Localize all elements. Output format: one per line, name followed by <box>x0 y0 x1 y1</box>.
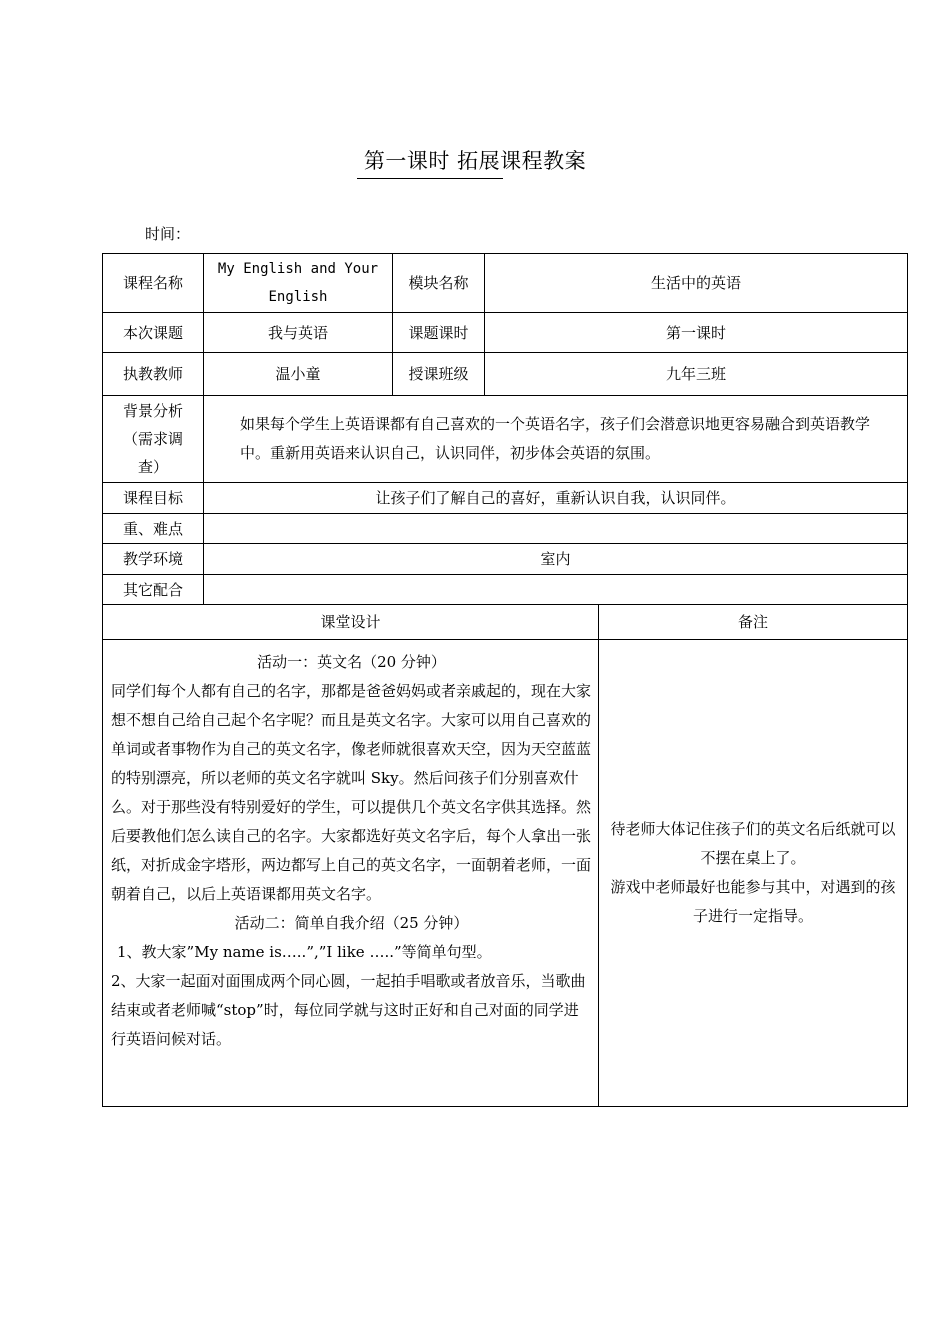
table-row <box>103 514 908 544</box>
title-underline <box>357 178 503 179</box>
keypoints-value <box>204 514 908 544</box>
table-row <box>103 483 908 514</box>
table-row <box>103 544 908 575</box>
lesson-plan-table <box>102 253 908 1107</box>
environment-value: 室内 <box>204 544 908 575</box>
table-row <box>103 640 908 1107</box>
goal-value: 让孩子们了解自己的喜好，重新认识自我，认识同伴。 <box>204 483 908 514</box>
remarks-cell <box>599 640 908 1107</box>
keypoints-label: 重、难点 <box>103 514 204 544</box>
other-label: 其它配合 <box>103 575 204 605</box>
activity2-step1: 1、教大家”My name is…..”,”I like …..”等简单句型。 <box>117 943 492 961</box>
topic-label: 本次课题 <box>103 313 204 353</box>
activity1-title: 活动一：英文名（20 分钟） <box>257 653 446 671</box>
table-row <box>103 396 908 483</box>
table-row <box>103 605 908 640</box>
period-label: 课题课时 <box>393 313 485 353</box>
activity1-body: 同学们每个人都有自己的名字，那都是爸爸妈妈或者亲戚起的，现在大家想不想自己给自己起个名字呢？而且是英文名字。大家可以用自己喜欢的单词或者事物作为自己的英文名字，像老师就很喜欢天空，因为天空蓝蓝的特别漂亮，所以老师的英文名字就叫 Sky。然后问孩子们分别喜欢什么。对于那些没有特别爱好的学生，可以提供几个英文名字供其选择。然后要教他们怎么读自己的名字。大家都选好英文名字后，每个人拿出一张纸，对折成金字塔形，两边都写上自己的英文名字，一面朝着老师，一面朝着自己，以后上英语课都用英文名字。 <box>111 682 592 903</box>
course-name-value: My English and Your English <box>204 254 393 313</box>
background-label: 背景分析（需求调查） <box>103 396 204 483</box>
period-value: 第一课时 <box>485 313 908 353</box>
other-value <box>204 575 908 605</box>
table-row <box>103 353 908 396</box>
page-title: 第一课时 拓展课程教案 <box>363 149 587 173</box>
lesson-plan-table-wrapper <box>102 253 907 1107</box>
date-label: 时间： <box>145 225 191 243</box>
remark-note1: 待老师大体记住孩子们的英文名后纸就可以不摆在桌上了。 <box>610 820 896 867</box>
teacher-value: 温小童 <box>204 353 393 396</box>
module-value: 生活中的英语 <box>485 254 908 313</box>
activity2-step2: 2、大家一起面对面围成两个同心圆，一起拍手唱歌或者放音乐，当歌曲结束或者老师喊“stop”时，每位同学就与这时正好和自己对面的同学进行英语问候对话。 <box>111 972 586 1048</box>
goal-label: 课程目标 <box>103 483 204 514</box>
class-label: 授课班级 <box>393 353 485 396</box>
background-value: 如果每个学生上英语课都有自己喜欢的一个英语名字，孩子们会潜意识地更容易融合到英语教学中。重新用英语来认识自己，认识同伴，初步体会英语的氛围。 <box>204 396 908 483</box>
table-row <box>103 313 908 353</box>
teacher-label: 执教教师 <box>103 353 204 396</box>
activity2-title: 活动二：简单自我介绍（25 分钟） <box>234 914 469 932</box>
class-value: 九年三班 <box>485 353 908 396</box>
lesson-design-cell <box>103 640 599 1107</box>
design-header: 课堂设计 <box>103 605 599 640</box>
topic-value: 我与英语 <box>204 313 393 353</box>
table-row <box>103 575 908 605</box>
remark-note2: 游戏中老师最好也能参与其中，对遇到的孩子进行一定指导。 <box>610 878 896 925</box>
remarks-header: 备注 <box>599 605 908 640</box>
environment-label: 教学环境 <box>103 544 204 575</box>
course-name-label: 课程名称 <box>103 254 204 313</box>
table-row <box>103 254 908 313</box>
module-label: 模块名称 <box>393 254 485 313</box>
